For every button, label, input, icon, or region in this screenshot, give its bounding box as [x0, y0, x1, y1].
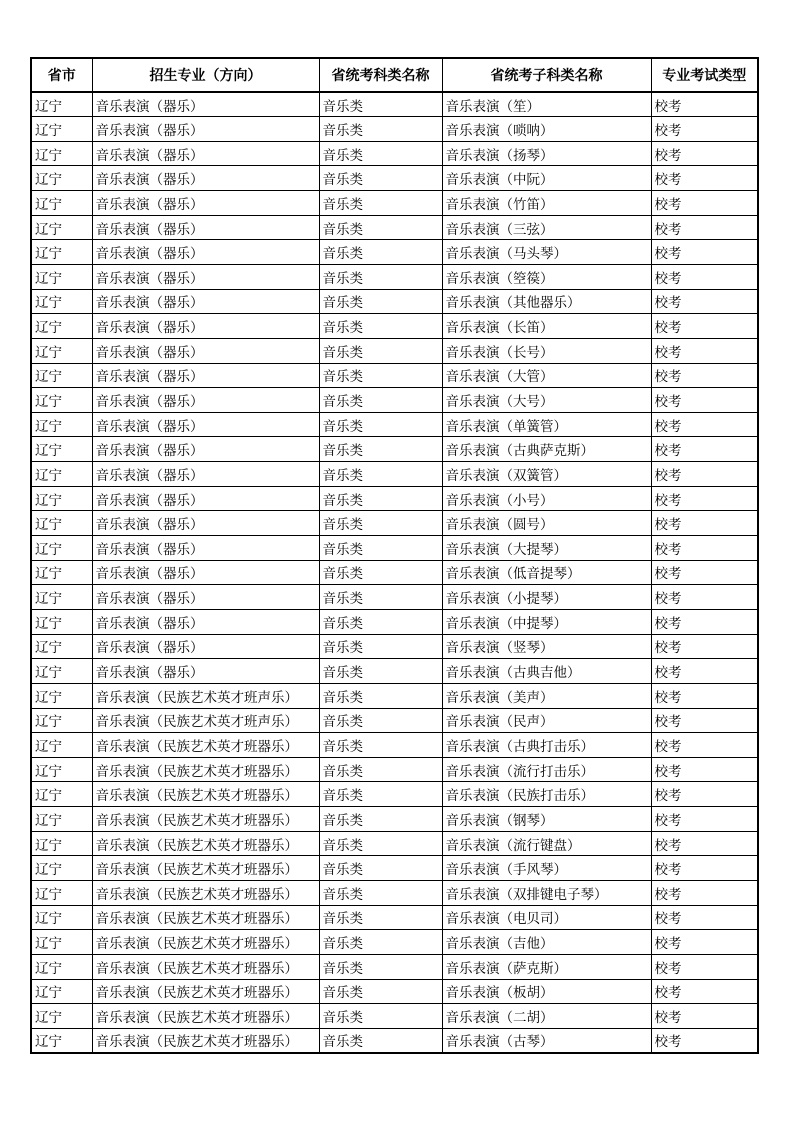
cell-exam-category: 音乐类	[319, 462, 442, 487]
cell-exam-category: 音乐类	[319, 856, 442, 881]
table-row	[31, 363, 758, 388]
cell-province: 辽宁	[31, 807, 92, 832]
cell-exam-category: 音乐类	[319, 905, 442, 930]
cell-exam-type: 校考	[651, 881, 758, 906]
cell-exam-subcategory: 音乐表演（圆号）	[442, 511, 651, 536]
cell-province: 辽宁	[31, 634, 92, 659]
table-row	[31, 437, 758, 462]
cell-exam-type: 校考	[651, 215, 758, 240]
cell-major: 音乐表演（器乐）	[92, 92, 319, 117]
cell-exam-subcategory: 音乐表演（民族打击乐）	[442, 782, 651, 807]
cell-exam-subcategory: 音乐表演（小号）	[442, 486, 651, 511]
cell-exam-type: 校考	[651, 388, 758, 413]
cell-exam-category: 音乐类	[319, 609, 442, 634]
cell-major: 音乐表演（器乐）	[92, 264, 319, 289]
cell-exam-category: 音乐类	[319, 511, 442, 536]
cell-exam-subcategory: 音乐表演（大提琴）	[442, 536, 651, 561]
cell-exam-category: 音乐类	[319, 1028, 442, 1053]
table-row	[31, 905, 758, 930]
cell-exam-subcategory: 音乐表演（板胡）	[442, 979, 651, 1004]
cell-exam-subcategory: 音乐表演（流行打击乐）	[442, 757, 651, 782]
cell-major: 音乐表演（器乐）	[92, 166, 319, 191]
table-row	[31, 141, 758, 166]
cell-exam-category: 音乐类	[319, 240, 442, 265]
cell-province: 辽宁	[31, 757, 92, 782]
cell-exam-subcategory: 音乐表演（双簧管）	[442, 462, 651, 487]
cell-major: 音乐表演（器乐）	[92, 117, 319, 142]
cell-province: 辽宁	[31, 856, 92, 881]
table-row	[31, 412, 758, 437]
cell-province: 辽宁	[31, 289, 92, 314]
cell-exam-category: 音乐类	[319, 264, 442, 289]
cell-exam-category: 音乐类	[319, 363, 442, 388]
cell-exam-subcategory: 音乐表演（笙）	[442, 92, 651, 117]
cell-exam-subcategory: 音乐表演（马头琴）	[442, 240, 651, 265]
cell-exam-category: 音乐类	[319, 486, 442, 511]
cell-exam-subcategory: 音乐表演（二胡）	[442, 1004, 651, 1029]
cell-exam-subcategory: 音乐表演（美声）	[442, 683, 651, 708]
cell-province: 辽宁	[31, 979, 92, 1004]
table-body	[31, 92, 758, 1053]
cell-major: 音乐表演（器乐）	[92, 437, 319, 462]
cell-exam-subcategory: 音乐表演（其他器乐）	[442, 289, 651, 314]
cell-province: 辽宁	[31, 881, 92, 906]
cell-exam-type: 校考	[651, 905, 758, 930]
cell-major: 音乐表演（器乐）	[92, 486, 319, 511]
cell-exam-subcategory: 音乐表演（竹笛）	[442, 191, 651, 216]
cell-exam-subcategory: 音乐表演（小提琴）	[442, 585, 651, 610]
cell-exam-type: 校考	[651, 831, 758, 856]
table-row	[31, 264, 758, 289]
cell-exam-type: 校考	[651, 683, 758, 708]
cell-major: 音乐表演（民族艺术英才班声乐）	[92, 708, 319, 733]
cell-province: 辽宁	[31, 683, 92, 708]
cell-province: 辽宁	[31, 191, 92, 216]
cell-major: 音乐表演（民族艺术英才班器乐）	[92, 757, 319, 782]
cell-exam-category: 音乐类	[319, 585, 442, 610]
cell-major: 音乐表演（民族艺术英才班器乐）	[92, 930, 319, 955]
table-row	[31, 388, 758, 413]
cell-province: 辽宁	[31, 708, 92, 733]
table-row	[31, 708, 758, 733]
cell-major: 音乐表演（器乐）	[92, 536, 319, 561]
cell-exam-category: 音乐类	[319, 560, 442, 585]
cell-exam-category: 音乐类	[319, 979, 442, 1004]
cell-province: 辽宁	[31, 166, 92, 191]
cell-major: 音乐表演（器乐）	[92, 659, 319, 684]
cell-exam-subcategory: 音乐表演（电贝司）	[442, 905, 651, 930]
cell-major: 音乐表演（器乐）	[92, 215, 319, 240]
cell-exam-category: 音乐类	[319, 536, 442, 561]
cell-exam-type: 校考	[651, 954, 758, 979]
cell-exam-type: 校考	[651, 462, 758, 487]
table-row	[31, 831, 758, 856]
cell-exam-category: 音乐类	[319, 289, 442, 314]
cell-exam-subcategory: 音乐表演（萨克斯）	[442, 954, 651, 979]
cell-exam-type: 校考	[651, 536, 758, 561]
cell-major: 音乐表演（民族艺术英才班器乐）	[92, 782, 319, 807]
cell-exam-category: 音乐类	[319, 708, 442, 733]
cell-exam-subcategory: 音乐表演（流行键盘）	[442, 831, 651, 856]
cell-major: 音乐表演（器乐）	[92, 314, 319, 339]
cell-exam-type: 校考	[651, 930, 758, 955]
cell-exam-category: 音乐类	[319, 659, 442, 684]
cell-province: 辽宁	[31, 264, 92, 289]
table-header	[31, 58, 758, 92]
cell-exam-category: 音乐类	[319, 141, 442, 166]
cell-exam-category: 音乐类	[319, 757, 442, 782]
cell-exam-subcategory: 音乐表演（长号）	[442, 338, 651, 363]
cell-major: 音乐表演（器乐）	[92, 609, 319, 634]
table-row	[31, 930, 758, 955]
cell-major: 音乐表演（器乐）	[92, 388, 319, 413]
cell-exam-type: 校考	[651, 92, 758, 117]
cell-province: 辽宁	[31, 314, 92, 339]
cell-exam-subcategory: 音乐表演（吉他）	[442, 930, 651, 955]
cell-exam-subcategory: 音乐表演（手风琴）	[442, 856, 651, 881]
cell-exam-type: 校考	[651, 264, 758, 289]
cell-exam-type: 校考	[651, 733, 758, 758]
cell-province: 辽宁	[31, 954, 92, 979]
table-row	[31, 683, 758, 708]
cell-exam-subcategory: 音乐表演（中阮）	[442, 166, 651, 191]
cell-major: 音乐表演（器乐）	[92, 511, 319, 536]
cell-province: 辽宁	[31, 412, 92, 437]
cell-exam-type: 校考	[651, 807, 758, 832]
cell-major: 音乐表演（民族艺术英才班器乐）	[92, 1004, 319, 1029]
cell-exam-type: 校考	[651, 363, 758, 388]
cell-exam-category: 音乐类	[319, 92, 442, 117]
cell-province: 辽宁	[31, 782, 92, 807]
cell-exam-type: 校考	[651, 979, 758, 1004]
cell-exam-category: 音乐类	[319, 388, 442, 413]
cell-exam-type: 校考	[651, 585, 758, 610]
cell-exam-subcategory: 音乐表演（箜篌）	[442, 264, 651, 289]
cell-province: 辽宁	[31, 1028, 92, 1053]
cell-exam-type: 校考	[651, 338, 758, 363]
cell-major: 音乐表演（民族艺术英才班器乐）	[92, 881, 319, 906]
cell-exam-type: 校考	[651, 1028, 758, 1053]
cell-exam-category: 音乐类	[319, 437, 442, 462]
cell-exam-category: 音乐类	[319, 831, 442, 856]
cell-major: 音乐表演（器乐）	[92, 240, 319, 265]
cell-exam-subcategory: 音乐表演（钢琴）	[442, 807, 651, 832]
table-row	[31, 1004, 758, 1029]
cell-major: 音乐表演（民族艺术英才班器乐）	[92, 856, 319, 881]
cell-province: 辽宁	[31, 585, 92, 610]
table-row	[31, 881, 758, 906]
cell-exam-type: 校考	[651, 856, 758, 881]
table-row	[31, 215, 758, 240]
cell-exam-category: 音乐类	[319, 930, 442, 955]
table-row	[31, 314, 758, 339]
cell-exam-category: 音乐类	[319, 634, 442, 659]
cell-exam-subcategory: 音乐表演（民声）	[442, 708, 651, 733]
cell-province: 辽宁	[31, 141, 92, 166]
column-header-exam-type: 专业考试类型	[651, 58, 758, 92]
cell-exam-type: 校考	[651, 166, 758, 191]
cell-exam-subcategory: 音乐表演（大号）	[442, 388, 651, 413]
column-header-exam-category: 省统考科类名称	[319, 58, 442, 92]
cell-exam-category: 音乐类	[319, 314, 442, 339]
table-row	[31, 486, 758, 511]
cell-exam-subcategory: 音乐表演（双排键电子琴）	[442, 881, 651, 906]
table-row	[31, 462, 758, 487]
cell-exam-category: 音乐类	[319, 191, 442, 216]
cell-exam-subcategory: 音乐表演（竖琴）	[442, 634, 651, 659]
cell-province: 辽宁	[31, 240, 92, 265]
cell-exam-category: 音乐类	[319, 338, 442, 363]
cell-exam-type: 校考	[651, 560, 758, 585]
cell-province: 辽宁	[31, 659, 92, 684]
cell-major: 音乐表演（民族艺术英才班器乐）	[92, 831, 319, 856]
cell-exam-subcategory: 音乐表演（扬琴）	[442, 141, 651, 166]
table-row	[31, 585, 758, 610]
table-row	[31, 511, 758, 536]
cell-exam-category: 音乐类	[319, 166, 442, 191]
cell-major: 音乐表演（器乐）	[92, 191, 319, 216]
cell-major: 音乐表演（器乐）	[92, 462, 319, 487]
table-row	[31, 289, 758, 314]
cell-exam-category: 音乐类	[319, 683, 442, 708]
cell-major: 音乐表演（器乐）	[92, 412, 319, 437]
cell-exam-type: 校考	[651, 141, 758, 166]
cell-major: 音乐表演（民族艺术英才班声乐）	[92, 683, 319, 708]
cell-exam-category: 音乐类	[319, 733, 442, 758]
cell-exam-subcategory: 音乐表演（唢呐）	[442, 117, 651, 142]
cell-exam-subcategory: 音乐表演（古琴）	[442, 1028, 651, 1053]
column-header-exam-subcategory: 省统考子科类名称	[442, 58, 651, 92]
cell-exam-subcategory: 音乐表演（低音提琴）	[442, 560, 651, 585]
cell-exam-subcategory: 音乐表演（古典萨克斯）	[442, 437, 651, 462]
cell-major: 音乐表演（器乐）	[92, 585, 319, 610]
cell-exam-type: 校考	[651, 240, 758, 265]
cell-exam-category: 音乐类	[319, 954, 442, 979]
table-row	[31, 757, 758, 782]
table-row	[31, 954, 758, 979]
column-header-province: 省市	[31, 58, 92, 92]
table-row	[31, 733, 758, 758]
cell-exam-type: 校考	[651, 117, 758, 142]
cell-exam-category: 音乐类	[319, 807, 442, 832]
cell-province: 辽宁	[31, 609, 92, 634]
cell-exam-type: 校考	[651, 609, 758, 634]
cell-province: 辽宁	[31, 511, 92, 536]
cell-exam-type: 校考	[651, 289, 758, 314]
cell-exam-subcategory: 音乐表演（大管）	[442, 363, 651, 388]
cell-exam-category: 音乐类	[319, 117, 442, 142]
table-row	[31, 856, 758, 881]
cell-major: 音乐表演（器乐）	[92, 289, 319, 314]
cell-exam-type: 校考	[651, 191, 758, 216]
cell-province: 辽宁	[31, 462, 92, 487]
cell-province: 辽宁	[31, 215, 92, 240]
table-row	[31, 609, 758, 634]
cell-province: 辽宁	[31, 437, 92, 462]
column-header-major: 招生专业（方向）	[92, 58, 319, 92]
admissions-table	[30, 57, 759, 1054]
cell-major: 音乐表演（民族艺术英才班器乐）	[92, 905, 319, 930]
cell-major: 音乐表演（民族艺术英才班器乐）	[92, 807, 319, 832]
cell-province: 辽宁	[31, 831, 92, 856]
table-row	[31, 536, 758, 561]
table-row	[31, 92, 758, 117]
cell-exam-subcategory: 音乐表演（古典打击乐）	[442, 733, 651, 758]
table-row	[31, 338, 758, 363]
cell-exam-category: 音乐类	[319, 215, 442, 240]
cell-major: 音乐表演（民族艺术英才班器乐）	[92, 979, 319, 1004]
cell-exam-category: 音乐类	[319, 782, 442, 807]
cell-exam-type: 校考	[651, 511, 758, 536]
cell-major: 音乐表演（民族艺术英才班器乐）	[92, 733, 319, 758]
cell-province: 辽宁	[31, 905, 92, 930]
table-row	[31, 1028, 758, 1053]
cell-exam-type: 校考	[651, 412, 758, 437]
table-row	[31, 166, 758, 191]
table-row	[31, 117, 758, 142]
cell-major: 音乐表演（器乐）	[92, 363, 319, 388]
cell-major: 音乐表演（器乐）	[92, 634, 319, 659]
cell-exam-type: 校考	[651, 1004, 758, 1029]
cell-exam-type: 校考	[651, 708, 758, 733]
cell-exam-type: 校考	[651, 757, 758, 782]
cell-exam-category: 音乐类	[319, 412, 442, 437]
cell-province: 辽宁	[31, 560, 92, 585]
table-row	[31, 634, 758, 659]
cell-exam-subcategory: 音乐表演（中提琴）	[442, 609, 651, 634]
cell-major: 音乐表演（民族艺术英才班器乐）	[92, 954, 319, 979]
cell-province: 辽宁	[31, 1004, 92, 1029]
cell-exam-type: 校考	[651, 437, 758, 462]
table-row	[31, 191, 758, 216]
table-row	[31, 560, 758, 585]
cell-exam-type: 校考	[651, 782, 758, 807]
cell-exam-subcategory: 音乐表演（古典吉他）	[442, 659, 651, 684]
table-row	[31, 782, 758, 807]
cell-major: 音乐表演（民族艺术英才班器乐）	[92, 1028, 319, 1053]
cell-province: 辽宁	[31, 363, 92, 388]
cell-province: 辽宁	[31, 486, 92, 511]
cell-province: 辽宁	[31, 930, 92, 955]
cell-province: 辽宁	[31, 338, 92, 363]
cell-exam-type: 校考	[651, 486, 758, 511]
cell-major: 音乐表演（器乐）	[92, 141, 319, 166]
cell-exam-type: 校考	[651, 659, 758, 684]
cell-province: 辽宁	[31, 92, 92, 117]
table-row	[31, 659, 758, 684]
cell-exam-category: 音乐类	[319, 881, 442, 906]
cell-province: 辽宁	[31, 117, 92, 142]
cell-exam-subcategory: 音乐表演（三弦）	[442, 215, 651, 240]
cell-exam-subcategory: 音乐表演（单簧管）	[442, 412, 651, 437]
cell-exam-type: 校考	[651, 314, 758, 339]
cell-province: 辽宁	[31, 536, 92, 561]
table-row	[31, 807, 758, 832]
table-row	[31, 979, 758, 1004]
cell-exam-category: 音乐类	[319, 1004, 442, 1029]
table-row	[31, 240, 758, 265]
cell-exam-subcategory: 音乐表演（长笛）	[442, 314, 651, 339]
cell-province: 辽宁	[31, 388, 92, 413]
cell-major: 音乐表演（器乐）	[92, 338, 319, 363]
cell-exam-type: 校考	[651, 634, 758, 659]
header-row	[31, 58, 758, 92]
cell-province: 辽宁	[31, 733, 92, 758]
cell-major: 音乐表演（器乐）	[92, 560, 319, 585]
